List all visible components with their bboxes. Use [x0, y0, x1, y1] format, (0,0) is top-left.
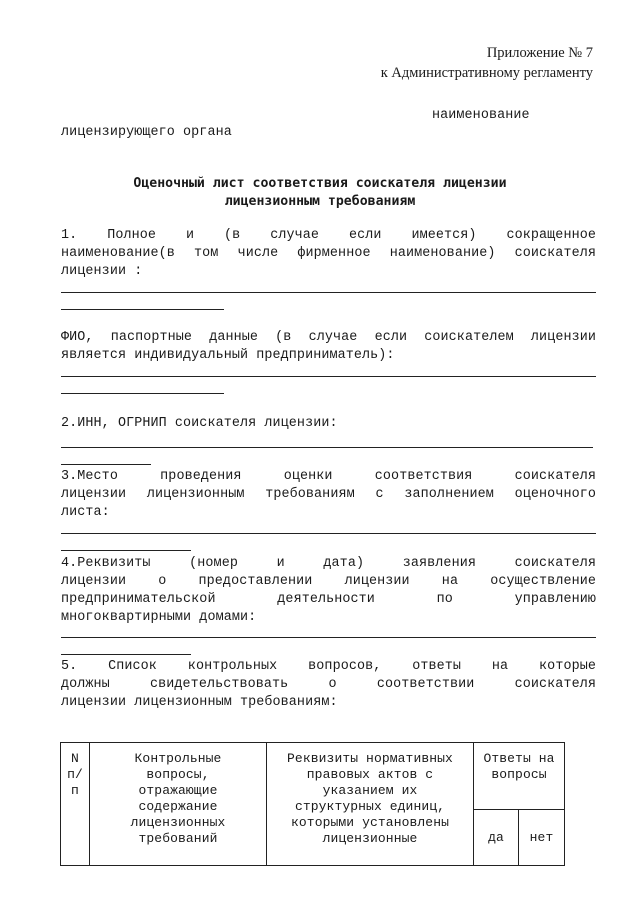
- checklist-table: [60, 742, 565, 866]
- section-3-line: 3.Место проведения оценки соответствия соискателя: [61, 469, 596, 484]
- document-title-line1: Оценочный лист соответствия соискателя лицензии: [133, 176, 507, 191]
- section-5-line: 5. Список контрольных вопросов, ответы на которые: [61, 659, 596, 674]
- col-requisites-header: [267, 743, 474, 866]
- col-requisites-line: структурных единиц,: [294, 799, 446, 814]
- col-number-line: N: [71, 751, 79, 766]
- authority-label-line1: наименование: [432, 108, 530, 123]
- section-2-fill-line[interactable]: [61, 447, 593, 448]
- section-2-line: 2.ИНН, ОГРНИП соискателя лицензии:: [61, 416, 338, 431]
- fio-fill-line[interactable]: [61, 376, 596, 377]
- section-4-line: 4.Реквизиты (номер и дата) заявления соискателя: [61, 556, 596, 571]
- section-1-line: наименование(в том числе фирменное наименование) соискателя: [61, 246, 596, 261]
- appendix-number: Приложение № 7: [486, 45, 593, 61]
- fio-text: [61, 329, 596, 365]
- col-answers-line: вопросы: [491, 767, 547, 782]
- col-questions-line: отражающие: [138, 783, 218, 798]
- col-answers-header: [474, 743, 565, 810]
- section-3-text: [61, 468, 596, 522]
- col-answers-line: Ответы на: [483, 751, 555, 766]
- section-3-line: листа:: [61, 505, 110, 520]
- section-5-text: [61, 658, 596, 712]
- section-4-line: лицензии о предоставлении лицензии на осуществление: [61, 574, 596, 589]
- col-questions-line: вопросы,: [146, 767, 210, 782]
- col-requisites-line: правовых актов с: [306, 767, 434, 782]
- fio-fill-line-short[interactable]: [61, 393, 224, 394]
- col-requisites-line: лицензионные: [322, 831, 418, 846]
- section-1-line: лицензии :: [61, 264, 143, 279]
- regulation-reference: к Административному регламенту: [380, 65, 593, 81]
- col-questions-header: [90, 743, 267, 866]
- col-number-line: п: [71, 783, 79, 798]
- section-4-line: предпринимательской деятельности по управлению: [61, 592, 596, 607]
- col-questions-line: лицензионных: [130, 815, 226, 830]
- section-1-line: 1. Полное и (в случае если имеется) сокращенное: [61, 228, 596, 243]
- section-1-fill-line-short[interactable]: [61, 309, 224, 310]
- section-4-text: [61, 555, 596, 627]
- section-5-line: лицензии лицензионным требованиям:: [61, 695, 338, 710]
- col-yes-header: да: [474, 810, 519, 866]
- col-questions-line: содержание: [138, 799, 218, 814]
- section-1-fill-line[interactable]: [61, 292, 596, 293]
- section-3-fill-line-short[interactable]: [61, 550, 191, 551]
- section-3-fill-line[interactable]: [61, 533, 596, 534]
- fio-line: ФИО, паспортные данные (в случае если соискателем лицензии: [61, 330, 596, 345]
- section-2-text: [61, 415, 596, 433]
- col-questions-line: требований: [138, 831, 218, 846]
- section-4-fill-line[interactable]: [61, 637, 596, 638]
- section-4-fill-line-short[interactable]: [61, 654, 191, 655]
- section-5-line: должны свидетельствовать о соответствии соискателя: [61, 677, 596, 692]
- authority-label-line2: лицензирующего органа: [61, 125, 232, 140]
- fio-line: является индивидуальный предприниматель):: [61, 348, 395, 363]
- document-title-line2: лицензионным требованиям: [224, 194, 416, 209]
- col-requisites-line: Реквизиты нормативных: [287, 751, 453, 766]
- col-number-line: п/: [67, 767, 83, 782]
- section-4-line: многоквартирными домами:: [61, 610, 257, 625]
- section-2-fill-line-short[interactable]: [61, 464, 151, 465]
- col-questions-line: Контрольные: [134, 751, 222, 766]
- section-1-text: [61, 227, 596, 281]
- col-number-header: [61, 743, 90, 866]
- col-requisites-line: которыми установлены: [290, 815, 450, 830]
- col-no-header: нет: [519, 810, 565, 866]
- col-requisites-line: указанием их: [322, 783, 418, 798]
- section-3-line: лицензии лицензионным требованиям с заполнением оценочного: [61, 487, 596, 502]
